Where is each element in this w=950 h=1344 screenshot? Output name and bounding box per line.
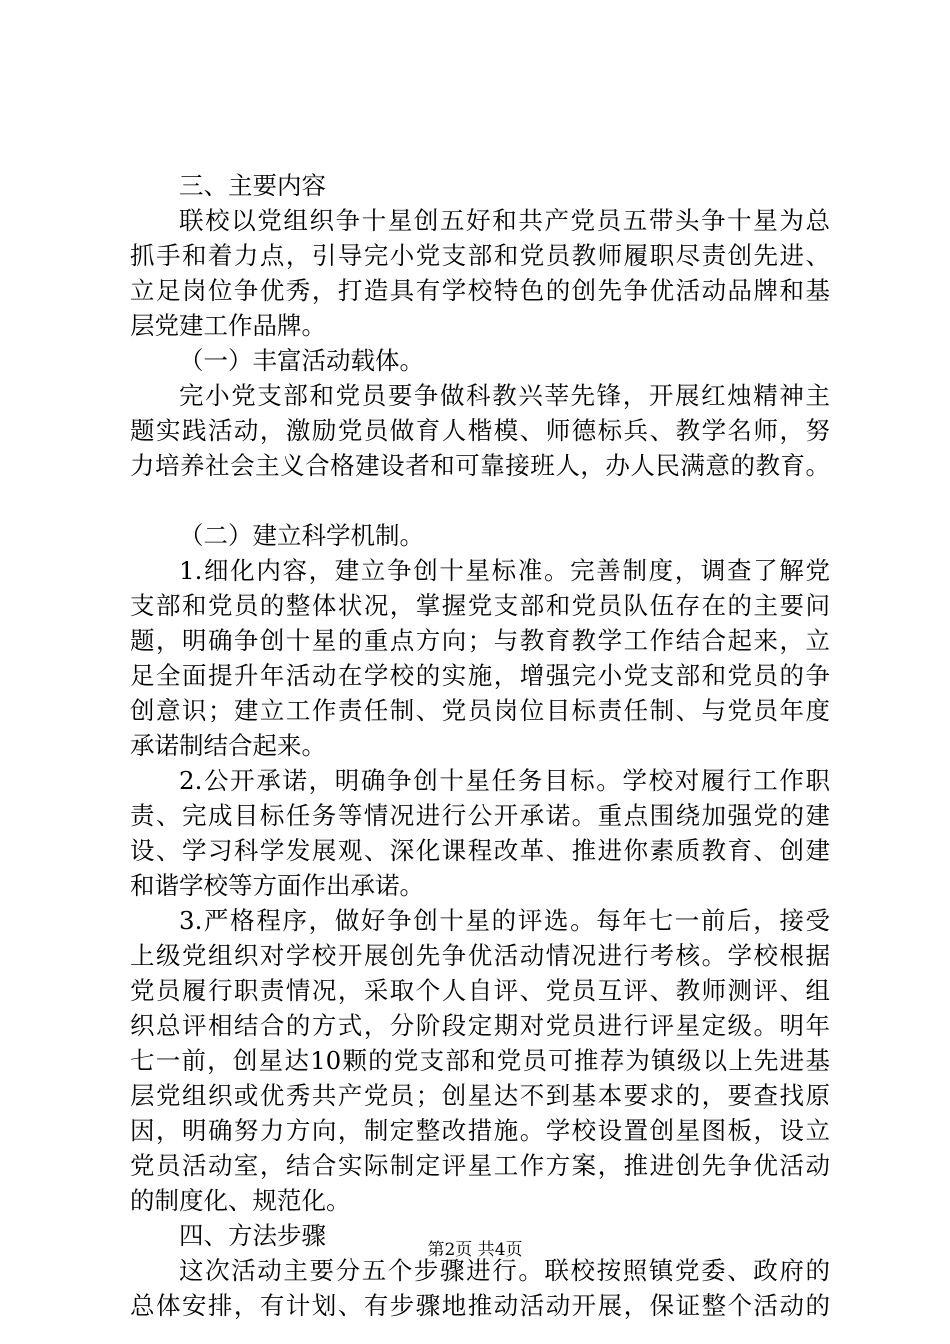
paragraph-line: 织总评相结合的方式，分阶段定期对党员进行评星定级。明年 xyxy=(130,1011,830,1040)
paragraph-line: 力培养社会主义合格建设者和可靠接班人，办人民满意的教育。 xyxy=(130,451,830,480)
paragraph-line: 因，明确努力方向，制定整改措施。学校设置创星图板，设立 xyxy=(130,1116,830,1145)
document-body xyxy=(130,168,830,1323)
subsection-heading-scientific-mechanism: （二）建立科学机制。 xyxy=(179,521,424,550)
paragraph-line: 层党建工作品牌。 xyxy=(130,311,326,340)
paragraph-line: 3.严格程序，做好争创十星的评选。每年七一前后，接受 xyxy=(179,906,830,935)
paragraph-line: 设、学习科学发展观、深化课程改革、推进你素质教育、创建 xyxy=(130,836,830,865)
paragraph-line: 立足岗位争优秀，打造具有学校特色的创先争优活动品牌和基 xyxy=(130,276,830,305)
page-number-footer: 第2页 共4页 xyxy=(427,1240,523,1260)
paragraph-line: 党员活动室，结合实际制定评星工作方案，推进创先争优活动 xyxy=(130,1151,830,1180)
paragraph-line: 题实践活动，激励党员做育人楷模、师德标兵、教学名师，努 xyxy=(130,416,830,445)
paragraph-line: 2.公开承诺，明确争创十星任务目标。学校对履行工作职 xyxy=(179,766,830,795)
paragraph-line: 题，明确争创十星的重点方向；与教育教学工作结合起来，立 xyxy=(130,626,830,655)
paragraph-line: 完小党支部和党员要争做科教兴莘先锋，开展红烛精神主 xyxy=(179,381,830,410)
subsection-heading-activity-carrier: （一）丰富活动载体。 xyxy=(179,346,424,375)
paragraph-line: 抓手和着力点，引导完小党支部和党员教师履职尽责创先进、 xyxy=(130,241,830,270)
paragraph-line: 创意识；建立工作责任制、党员岗位目标责任制、与党员年度 xyxy=(130,696,830,725)
paragraph-line: 支部和党员的整体状况，掌握党支部和党员队伍存在的主要问 xyxy=(130,591,830,620)
paragraph-gap xyxy=(130,483,830,518)
paragraph-line: 的制度化、规范化。 xyxy=(130,1186,351,1215)
paragraph-line: 足全面提升年活动在学校的实施，增强完小党支部和党员的争 xyxy=(130,661,830,690)
paragraph-line: 责、完成目标任务等情况进行公开承诺。重点围绕加强党的建 xyxy=(130,801,830,830)
paragraph-line: 联校以党组织争十星创五好和共产党员五带头争十星为总 xyxy=(179,206,830,235)
paragraph-line: 承诺制结合起来。 xyxy=(130,731,326,760)
paragraph-line: 党员履行职责情况，采取个人自评、党员互评、教师测评、组 xyxy=(130,976,830,1005)
paragraph-line: 总体安排，有计划、有步骤地推动活动开展，保证整个活动的 xyxy=(130,1291,830,1320)
paragraph-line: 1.细化内容，建立争创十星标准。完善制度，调查了解党 xyxy=(179,556,830,585)
paragraph-line: 层党组织或优秀共产党员；创星达不到基本要求的，要查找原 xyxy=(130,1081,830,1110)
paragraph-line: 和谐学校等方面作出承诺。 xyxy=(130,871,424,900)
paragraph-line: 上级党组织对学校开展创先争优活动情况进行考核。学校根据 xyxy=(130,941,830,970)
section-heading-method-steps: 四、方法步骤 xyxy=(179,1221,326,1250)
paragraph-line: 这次活动主要分五个步骤进行。联校按照镇党委、政府的 xyxy=(179,1256,830,1285)
section-heading-main-content: 三、主要内容 xyxy=(179,171,326,200)
paragraph-line: 七一前，创星达10颗的党支部和党员可推荐为镇级以上先进基 xyxy=(130,1046,830,1075)
